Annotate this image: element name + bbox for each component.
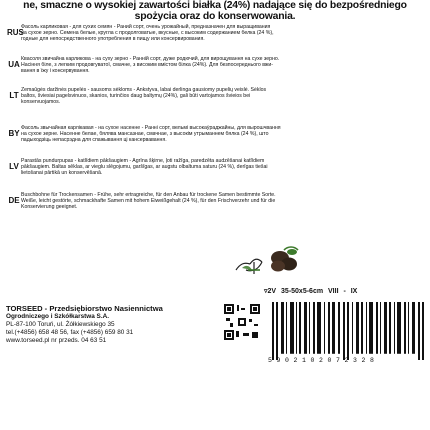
company-address: PL-87-100 Toruń, ul. Żółkiewskiego 35 bbox=[6, 321, 115, 328]
sowing-months: VIII - IX bbox=[328, 288, 358, 295]
lang-line: pākšaugiem. Baltas sēklas, ar vieglu slēgojumu, garšīgas, ar augstu olbaltuma saturu (24 %), derīgas tiešai bbox=[21, 164, 268, 170]
lang-line: Квасоля звичайна карликова - на суху зерно - Ранній сорт, дуже родючий, для вирощування на сухе зерно. bbox=[21, 56, 280, 62]
intro-line-2: spożycia oraz do konserwowania. bbox=[134, 11, 296, 22]
lang-line: годные для непосредственного употребления в пищу или консервирования. bbox=[21, 36, 205, 42]
lang-line: на сухое зерно. Семена белые, кругла с продолговатые, вкусные, с высоким содержанием белка (24 %), bbox=[21, 30, 274, 36]
lang-line: konservuojamos. bbox=[21, 99, 61, 105]
company-line-2: Ogrodniczego i Szkółkarstwa S.A. bbox=[6, 313, 109, 320]
lang-block-lt bbox=[7, 87, 427, 105]
lang-line: Parastās pundurpupas - katlīdiem pākšaugiem - Agrīna šķirne, ļoti ražīga, paredzēta audzēšanai katlīdiem bbox=[21, 158, 265, 164]
lang-code: LT bbox=[9, 91, 19, 100]
lang-line: Konservierung geeignet. bbox=[21, 204, 78, 210]
lang-line: Žemaūgės daržinės pupelės - sausoms sėkloms - Ankstyva, labai derlinga gausiomy pupelių veislė. Sėklos bbox=[21, 87, 267, 93]
beans-icon bbox=[271, 247, 298, 272]
lang-code: LV bbox=[9, 162, 19, 171]
qr-code bbox=[222, 302, 262, 342]
lang-line: Buschbohne für Trockensamen - Frühe, sehr ertragreiche, für den Anbau für trockene Samen bestimmte Sorte. bbox=[21, 192, 276, 198]
lang-block-de bbox=[7, 192, 427, 210]
lang-line: Фасоль карликовая - для сухих семян - Раний сорт, очень урожайный, предназначен для выращивания bbox=[21, 24, 271, 30]
lang-line: Фасоль звычайная карлікавая - на сухое насенне - Ранні сорт, вельмі высокаўраджайны, для вырошчвання bbox=[21, 125, 281, 131]
lang-code: UA bbox=[8, 60, 20, 69]
sowing-specs bbox=[264, 287, 357, 295]
lang-line: падыходзіць непасрэдна для спажывання ці кансервавання. bbox=[21, 137, 167, 143]
lang-block-rus bbox=[7, 24, 427, 42]
lang-code: DE bbox=[8, 196, 20, 205]
lang-line: Weiße, leicht gestörte, schmackhafte Samen mit hohem Eiweißgehalt (24 %), für den Frischverzehr und für die bbox=[21, 198, 276, 204]
lang-line: на сухое зерне. Насенне белае, бялява мансазнае, смачнае, з высокім утрыманнем бялка (24 %), што bbox=[21, 131, 269, 137]
barcode-number: 5902102072328 bbox=[268, 357, 379, 364]
lang-code: RUS bbox=[7, 28, 24, 37]
sprout-icon bbox=[236, 259, 262, 274]
sowing-depth: ▿2V bbox=[264, 288, 277, 295]
intro-line-1: ne, smaczne o wysokiej zawartości białka (24%) nadające się do bezpośredniego bbox=[23, 0, 407, 11]
company-phone: tel.(+4856) 658 48 56, fax (+4856) 659 80 31 bbox=[6, 329, 134, 336]
barcode bbox=[268, 302, 426, 360]
company-web: www.torseed.pl nr przeds. 04 63 51 bbox=[6, 337, 107, 344]
lang-block-lv bbox=[7, 158, 427, 176]
lang-line: Насіння біле, з легким продовгуватої, смачне, з високим вмістом білка (24%). Для безпосереднього вжи- bbox=[21, 62, 273, 68]
lang-line: baltos, šviesiai pagelsvinuos, skanios, turinčios daug baltymų (24%), gali būti vartojamos švieios bei bbox=[21, 93, 251, 99]
sowing-spacing: 35-50x5-6cm bbox=[281, 288, 324, 295]
company-info bbox=[6, 305, 196, 345]
intro-text bbox=[0, 0, 430, 22]
lang-code: BY bbox=[8, 129, 20, 138]
lang-block-ua bbox=[7, 56, 427, 74]
company-name: TORSEED - Przedsiębiorstwo Nasiennictwa bbox=[6, 304, 163, 313]
sowing-illustration bbox=[232, 244, 302, 278]
lang-line: lietošanai pārtikā un konservēšanā. bbox=[21, 170, 103, 176]
lang-line: вання в їжу і консервування. bbox=[21, 68, 90, 74]
lang-block-by bbox=[7, 125, 427, 143]
